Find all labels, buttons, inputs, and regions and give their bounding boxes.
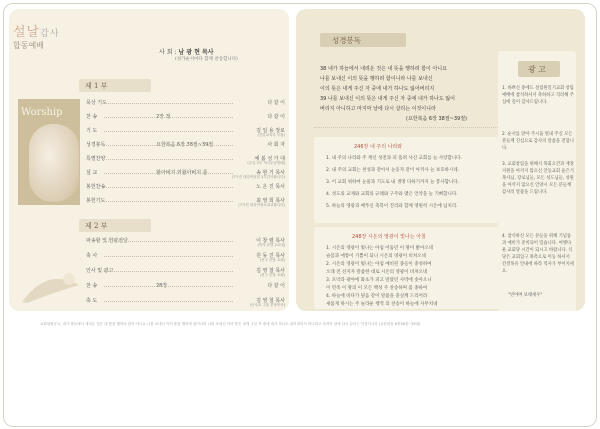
hline-line: 4. 하늘에 바다가 덮음 같이 말씀을 충실케 드리어라 xyxy=(326,294,428,299)
order-sub: (선구 본당 교회) xyxy=(259,258,285,262)
hline-line: 2. 시온의 영광이 빛나는 아침 예비된 종들이 충성하여 xyxy=(326,262,432,267)
worship-label: Worship xyxy=(21,107,63,118)
announcements-header: 광 고 xyxy=(518,61,560,77)
order-row xyxy=(86,252,289,260)
order-sub: (목자 본당 2교대) xyxy=(257,243,285,247)
order-row xyxy=(86,282,289,290)
order-row xyxy=(86,113,289,121)
order-row xyxy=(86,99,289,107)
order-right: 사 회 자 xyxy=(267,142,285,148)
announcement-item: 3. 교회창립을 위해서 목회요건과 재정지원을 아끼지 않으신 안동교회 윤은기 목사님, 장로님들, 모든 성도님들, 성원을 아끼지 않으신 안양시 모든 분들께 감사의 말씀을 드립니다. xyxy=(502,162,574,195)
order-right: 송 현 기 목사 xyxy=(256,170,285,176)
bulletin-left-page xyxy=(9,9,289,311)
hline-line: 5. 하늘의 영광과 베푸신 축복이 진리와 함께 영원히 시온에 넘치리. xyxy=(326,204,458,209)
order-mid: 할아버지 외할아버지 품 xyxy=(156,170,208,176)
order-right: 다 같 이 xyxy=(267,114,285,120)
part1-header: 제 1 부 xyxy=(79,79,151,92)
verse-line: 39 나를 보내신 이의 뜻은 내게 주신 자 중에 내가 하나도 잃어 xyxy=(320,96,455,102)
order-sub: (주일 2부 석사무남연배) xyxy=(247,161,285,165)
hline-line: 2. 내 주의 교회는 천성과 같아서 눈동자 같이 아끼사 늘 보호하시네. xyxy=(326,168,460,173)
order-mid: 2장 정 xyxy=(156,114,171,120)
hymn-248-box xyxy=(314,227,502,309)
order-left: 찬 송 xyxy=(86,114,98,120)
order-row xyxy=(86,197,289,205)
order-right: 노 은 진 목사 xyxy=(256,184,285,190)
hline-line: 1. 내 주의 나라와 주 계신 성전과 피 흘려 사신 교회를 늘 사랑합니다. xyxy=(326,156,462,161)
order-left: 특별찬양 xyxy=(86,156,106,162)
hline-line: 3. 포악과 광야에 화초가 피고 말랐던 사막에 솟아오니 xyxy=(326,278,432,283)
order-sub: (7가진 대강여성년 2부감사합니다) xyxy=(231,175,285,179)
order-right: 이 창 렬 목사 xyxy=(256,238,285,244)
order-left: 봉헌기도 xyxy=(86,198,106,204)
announcement-item: 2. 순서를 맡아 주시옵 빛내 주신 모든 분들께 진심으로 감사의 말씀을 전합니다. xyxy=(502,132,574,151)
verse-line: 버리지 아니하고 마지막 날에 다시 살리는 이것이니라 xyxy=(320,106,436,112)
presider: 사 회 : 남 광 현 목사 (성가순서마다 함께 찬송합니다) xyxy=(159,49,238,62)
hymn-246-title: 246장 내 주의 나라와 xyxy=(354,144,403,150)
part2-header: 제 2 부 xyxy=(79,219,151,232)
hline-line: 이 민족 이 땅의 이 모든 백성 주 찬송하며 몸 종하여 xyxy=(326,286,428,291)
hline-line: 3. 이 교회 위하여 눈물과 기도로 내 생명 다하기까지 늘 봉사합니다. xyxy=(326,180,460,185)
order-left: 봉헌찬송 xyxy=(86,184,106,190)
order-sub: (선구 본당 교회) xyxy=(259,273,285,277)
order-left: 성경봉독 xyxy=(86,142,106,148)
baby-feet-image xyxy=(29,124,79,202)
hline-line: 새롭게 하시는 주 놀라운 행적 의 찬송이 하늘에 사무치네 xyxy=(326,302,438,307)
announcement-item: 1. 바쁘신 중에도 설립원일기교회 창립예배에 참석하셔서 축하하고 격려해 주심에 깊이 감사드립니다. xyxy=(502,86,574,105)
order-left: 묵상 기도 xyxy=(86,100,107,106)
order-row xyxy=(86,169,289,177)
reading-ref: (요한복음 6장 38절~39절) xyxy=(406,116,467,122)
order-right: 최 영 희 목사 xyxy=(256,198,285,204)
hline-line: 1. 시온의 영광이 빛나는 아침 어둠던 이 땅이 밝아오네 xyxy=(326,246,434,251)
order-left: 기 도 xyxy=(86,128,98,134)
verse-line: 이의 뜻은 내게 주신 자 중에 내가 하나도 잃어버리지 xyxy=(320,86,435,92)
order-left: 인사 및 광고 xyxy=(86,268,114,274)
hline-line: 슬픔과 애통이 기쁨이 되니 시온의 영광이 비쳐오네 xyxy=(326,254,426,259)
order-right: 다 같 이 xyxy=(267,283,285,289)
order-sub: (신앙교육부 부장) xyxy=(257,133,285,137)
hline-line: 오래 전 선지자 말씀한 대로 시온의 영광이 비쳐오네 xyxy=(326,270,428,275)
order-mid: 요한복음 6장 38절~39절 xyxy=(156,142,214,148)
hline-line: 4. 성도의 교제와 교회의 규례와 구주와 맺은 언약을 늘 기뻐합니다. xyxy=(326,192,458,197)
bulletin-right-page xyxy=(296,9,585,311)
reading-header: 성경봉독 xyxy=(320,33,406,47)
order-right: 다 같 이 xyxy=(267,100,285,106)
leaf-decoration xyxy=(17,257,87,307)
order-left: 찬 송 xyxy=(86,283,98,289)
verse-line: 나를 보내신 이의 뜻을 행하려 함이니라 나를 보내신 xyxy=(320,76,433,82)
announcement-item: 4. 참석하신 모든 분들을 위해 기념품과 예비가 준비되어 있습니다. 여행다운 교회당 시간이 되시고 바랍니다. 식당은 교회입구 좌측으로 이동 하셔서 간결목유 안내에 따라 역사가 부어지세요. xyxy=(502,234,574,274)
order-row xyxy=(86,155,289,163)
hymn-248-title: 248장 시온의 영광이 빛나는 아침 xyxy=(352,234,426,240)
order-right: 원 동 진 목사 xyxy=(256,253,285,259)
order-left: 설 교 xyxy=(86,170,98,176)
order-mid: 28장 xyxy=(156,283,168,289)
hymn-246-box xyxy=(314,137,502,223)
footnote: 교회설립공고, 내가 하늘에서 내려온 것은 내 뜻을 행하려 함이 아니요 나를 보내신 이의 뜻을 행하려 함이니라 나를 보내신 이의 뜻은 내게 주신 자 중에 내가 하나도 잃어버리지 아니하고 마지막 날에 다시 살리는 이것이니라 (요한복음 6장38절~39절) xyxy=(40,322,421,326)
order-row xyxy=(86,297,289,305)
order-row xyxy=(86,127,289,135)
order-left: 축 도 xyxy=(86,298,98,304)
order-sub: (인사교 그룹 본당목사) xyxy=(249,303,285,307)
order-row xyxy=(86,141,289,149)
brand-logo: 설날감사 합동예배 xyxy=(13,25,60,50)
order-row xyxy=(86,237,289,245)
order-right: 예 봄 성 가 대 xyxy=(254,156,285,162)
order-left: 축 사 xyxy=(86,253,98,259)
order-sub: (7가진 대강여성소설교합니다) xyxy=(238,203,285,207)
order-row xyxy=(86,267,289,275)
verse-line: 38 내가 하늘에서 내려온 것은 내 뜻을 행하려 함이 아니요 xyxy=(320,66,447,72)
order-right: 김 영 철 목사 xyxy=(256,298,285,304)
order-left: 파송할 및 헌판전달 xyxy=(86,238,128,244)
order-right: 김 일 용 장로 xyxy=(256,128,285,134)
announcement-highlight: "빈야며 보태세우" xyxy=(508,293,543,298)
order-row xyxy=(86,183,289,191)
divider xyxy=(314,127,502,128)
order-right: 김 영 철 목사 xyxy=(256,268,285,274)
